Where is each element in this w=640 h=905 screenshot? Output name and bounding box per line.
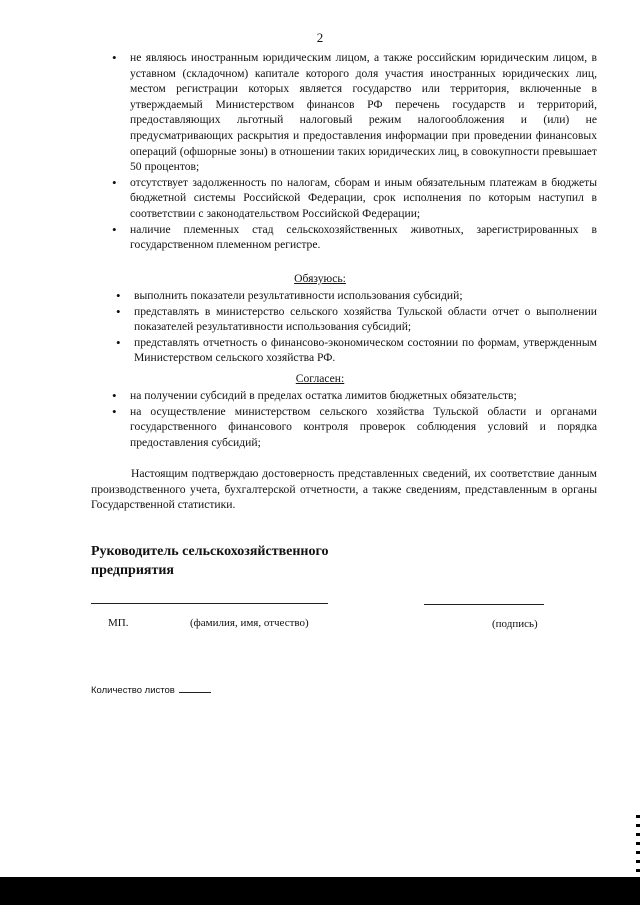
obligation-item [116, 288, 597, 304]
agreement-text: на получении субсидий в пределах остатка лимитов бюджетных обязательств; [130, 389, 517, 402]
scan-edge-marks [636, 815, 640, 875]
sheets-label: Количество листов [91, 685, 175, 696]
signature-title-line: предприятия [91, 563, 174, 578]
obligation-item [116, 303, 597, 335]
obligation-text: представлять отчетность о финансово-экономическом состоянии по формам, утвержденным Министерством сельского хозяйства РФ. [134, 335, 597, 365]
agreement-item [112, 388, 597, 404]
sheets-count [91, 683, 211, 696]
stamp-label: МП. [108, 617, 129, 629]
bullet-icon: • [112, 221, 117, 237]
agreements-list [112, 388, 597, 450]
bullet-icon: • [116, 334, 121, 350]
bullet-icon: • [116, 303, 121, 319]
obligations-list [116, 288, 597, 366]
declaration-text: не являюсь иностранным юридическим лицом, а также российским юридическим лицом, в уставном (складочном) капитале которого доля участия иностранных юридических лиц, местом регистрации которых является государство или территория, включенные в утверждаемый Министерством финансов РФ перечень государств и территорий, предоставляющих льготный налоговый режим налогообложения и (или) не предусматривающих раскрытия и предоставления информации при проведении финансовых операций (офшорные зоны) в отношении таких юридических лиц, в совокупности превышает 50 процентов; [130, 51, 597, 174]
bullet-icon: • [112, 174, 117, 190]
bullet-icon: • [112, 50, 117, 65]
bullet-icon: • [112, 403, 117, 419]
obligation-text: представлять в министерство сельского хозяйства Тульской области отчет о выполнении показателей результативности использования субсидий; [134, 304, 597, 334]
bullet-icon: • [112, 388, 117, 403]
declaration-item [112, 221, 597, 253]
signature-line [424, 604, 544, 605]
agreements-heading: Согласен: [295, 372, 345, 385]
declarations-list [112, 50, 597, 253]
bullet-icon: • [116, 288, 121, 303]
sheets-blank [179, 683, 211, 693]
declaration-item [112, 174, 597, 222]
obligation-text: выполнить показатели результативности использования субсидий; [134, 289, 463, 302]
declaration-item [112, 50, 597, 175]
scan-bottom-border [0, 877, 640, 905]
obligation-item [116, 334, 597, 366]
agreement-text: на осуществление министерством сельского хозяйства Тульской области и органами государственного финансового контроля проверок соблюдения условий и порядка предоставления субсидий; [130, 404, 597, 449]
signature-caption: (подпись) [492, 618, 538, 630]
declaration-text: отсутствует задолженность по налогам, сборам и иным обязательным платежам в бюджеты бюджетной системы Российской Федерации, срок исполнения по которым наступил в соответствии с законодательством Российской Федерации; [130, 175, 597, 220]
name-caption: (фамилия, имя, отчество) [190, 617, 309, 629]
signature-title [91, 542, 329, 580]
agreement-item [112, 403, 597, 451]
page-number: 2 [316, 30, 324, 45]
confirmation-paragraph: Настоящим подтверждаю достоверность представленных сведений, их соответствие данным производственного учета, бухгалтерской отчетности, а также сведениям, представленным в органы Государственной статистики. [91, 467, 597, 512]
name-line [91, 603, 328, 604]
obligations-heading: Обязуюсь: [294, 272, 346, 285]
signature-title-line: Руководитель сельскохозяйственного [91, 544, 329, 559]
declaration-text: наличие племенных стад сельскохозяйственных животных, зарегистрированных в государственном племенном регистре. [130, 222, 597, 252]
